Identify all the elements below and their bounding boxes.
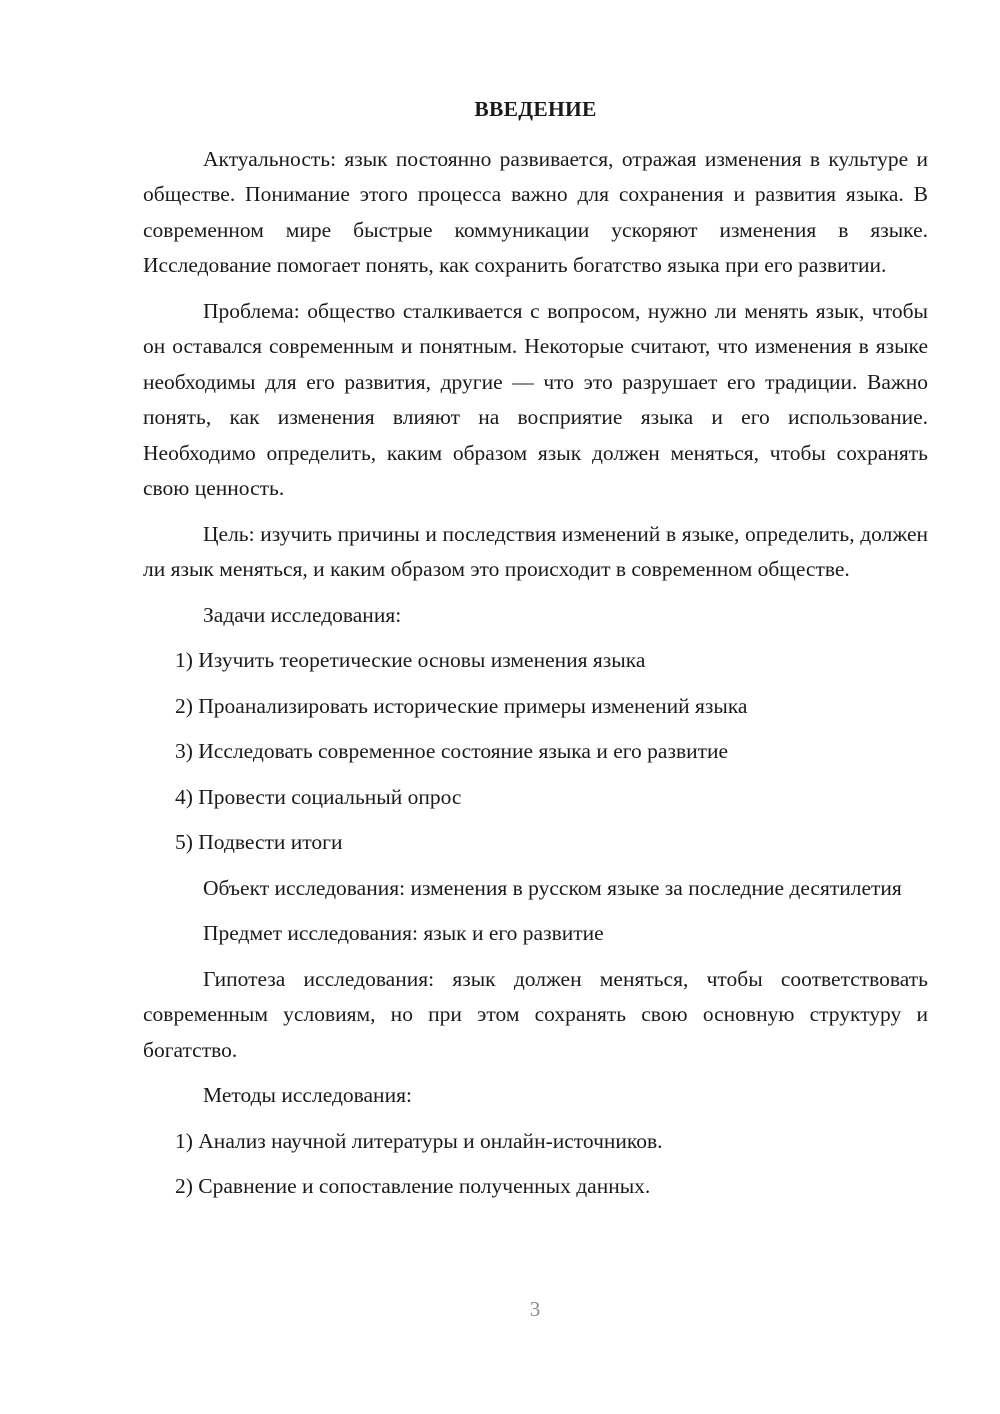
subject-paragraph: Предмет исследования: язык и его развитие [203,921,604,945]
page-content [143,92,928,1215]
methods-list [143,1124,928,1205]
list-item: 2) Проанализировать исторические примеры изменений языка [175,693,748,718]
hypothesis-paragraph: Гипотеза исследования: язык должен меняться, чтобы соответствовать современным условиям, но при этом сохранять свою основную структуру и богатство. [143,966,928,1062]
section-title: ВВЕДЕНИЕ [474,97,597,121]
relevance-paragraph: Актуальность: язык постоянно развивается, отражая изменения в культуре и обществе. Понимание этого процесса важно для сохранения и развития языка. В современном мире быстрые коммуникации ускоряют изменения в языке. Исследование помогает понять, как сохранить богатство языка при его развитии. [143,146,928,277]
list-item: 3) Исследовать современное состояние языка и его развитие [175,739,729,763]
tasks-list [143,643,928,861]
list-item: 2) Сравнение и сопоставление полученных данных. [175,1174,651,1198]
page-number: 3 [529,1297,541,1321]
object-paragraph: Объект исследования: изменения в русском языке за последние десятилетия [203,875,902,900]
problem-paragraph: Проблема: общество сталкивается с вопросом, нужно ли менять язык, чтобы он оставался современным и понятным. Некоторые считают, что изменения в языке необходимы для его развития, другие — что это разрушает его традиции. Важно понять, как изменения влияют на восприятие языка и его использование. Необходимо определить, каким образом язык должен меняться, чтобы сохранять свою ценность. [143,298,928,500]
list-item: 4) Провести социальный опрос [175,784,462,809]
tasks-heading: Задачи исследования: [203,602,402,627]
list-item: 1) Анализ научной литературы и онлайн-источников. [175,1128,663,1153]
goal-paragraph: Цель: изучить причины и последствия изменений в языке, определить, должен ли язык меняться, и каким образом это происходит в современном обществе. [143,521,928,581]
methods-heading: Методы исследования: [203,1083,412,1107]
list-item: 5) Подвести итоги [175,830,343,854]
list-item: 1) Изучить теоретические основы изменения языка [175,648,646,672]
